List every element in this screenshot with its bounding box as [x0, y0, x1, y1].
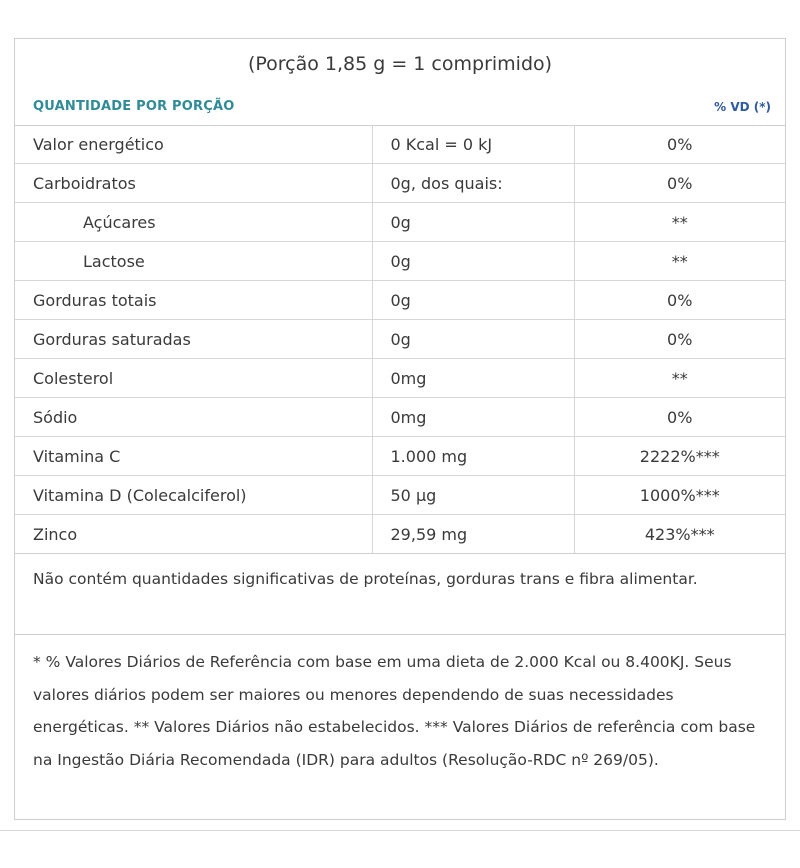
no-significant-amounts-note: Não contém quantidades significativas de proteínas, gorduras trans e fibra alimentar.: [15, 557, 785, 635]
table-row: [15, 437, 785, 476]
nutrient-daily-value: **: [574, 359, 785, 398]
nutrient-name: Sódio: [15, 398, 372, 437]
nutrient-daily-value: 0%: [574, 164, 785, 203]
nutrient-amount: 0 Kcal = 0 kJ: [372, 125, 574, 164]
table-row: [15, 281, 785, 320]
nutrient-daily-value: 2222%***: [574, 437, 785, 476]
table-row: [15, 203, 785, 242]
table-row: [15, 515, 785, 554]
table-row: [15, 476, 785, 515]
table-subheader: [15, 89, 785, 126]
nutrient-name: Lactose: [15, 242, 372, 281]
nutrient-name: Vitamina C: [15, 437, 372, 476]
nutrient-amount: 0g: [372, 320, 574, 359]
table-row: [15, 320, 785, 359]
nutrient-daily-value: **: [574, 203, 785, 242]
nutrient-name: Carboidratos: [15, 164, 372, 203]
nutrition-table: [15, 125, 785, 554]
nutrient-daily-value: 423%***: [574, 515, 785, 554]
nutrient-amount: 0g, dos quais:: [372, 164, 574, 203]
table-row: [15, 398, 785, 437]
nutrient-daily-value: 0%: [574, 125, 785, 164]
nutrient-amount: 0g: [372, 242, 574, 281]
nutrient-name: Gorduras totais: [15, 281, 372, 320]
nutrient-amount: 50 µg: [372, 476, 574, 515]
daily-value-label: % VD (*): [714, 100, 771, 114]
nutrient-daily-value: 1000%***: [574, 476, 785, 515]
table-row: [15, 242, 785, 281]
nutrient-name: Gorduras saturadas: [15, 320, 372, 359]
nutrient-amount: 1.000 mg: [372, 437, 574, 476]
nutrient-name: Zinco: [15, 515, 372, 554]
nutrient-amount: 0g: [372, 281, 574, 320]
nutrient-name: Valor energético: [15, 125, 372, 164]
nutrient-daily-value: 0%: [574, 281, 785, 320]
table-row: [15, 125, 785, 164]
nutrient-name: Açúcares: [15, 203, 372, 242]
nutrient-daily-value: 0%: [574, 398, 785, 437]
nutrient-amount: 0mg: [372, 398, 574, 437]
page-divider: [0, 830, 800, 831]
nutrient-name: Colesterol: [15, 359, 372, 398]
table-row: [15, 164, 785, 203]
table-row: [15, 359, 785, 398]
quantity-per-portion-label: QUANTIDADE POR PORÇÃO: [33, 99, 235, 114]
nutrient-daily-value: **: [574, 242, 785, 281]
nutrient-amount: 0mg: [372, 359, 574, 398]
daily-values-footnote: * % Valores Diários de Referência com base em uma dieta de 2.000 Kcal ou 8.400KJ. Seus valores diários podem ser maiores ou menores dependendo de suas necessidades energéticas. ** Valores Diários não estabelecidos. *** Valores Diários de referência com base na Ingestão Diária Recomendada (IDR) para adultos (Resolução-RDC nº 269/05).: [33, 653, 756, 769]
nutrient-daily-value: 0%: [574, 320, 785, 359]
portion-size: (Porção 1,85 g = 1 comprimido): [15, 39, 785, 90]
nutrient-amount: 29,59 mg: [372, 515, 574, 554]
nutrient-amount: 0g: [372, 203, 574, 242]
nutrient-name: Vitamina D (Colecalciferol): [15, 476, 372, 515]
nutrition-facts-panel: [14, 38, 786, 820]
